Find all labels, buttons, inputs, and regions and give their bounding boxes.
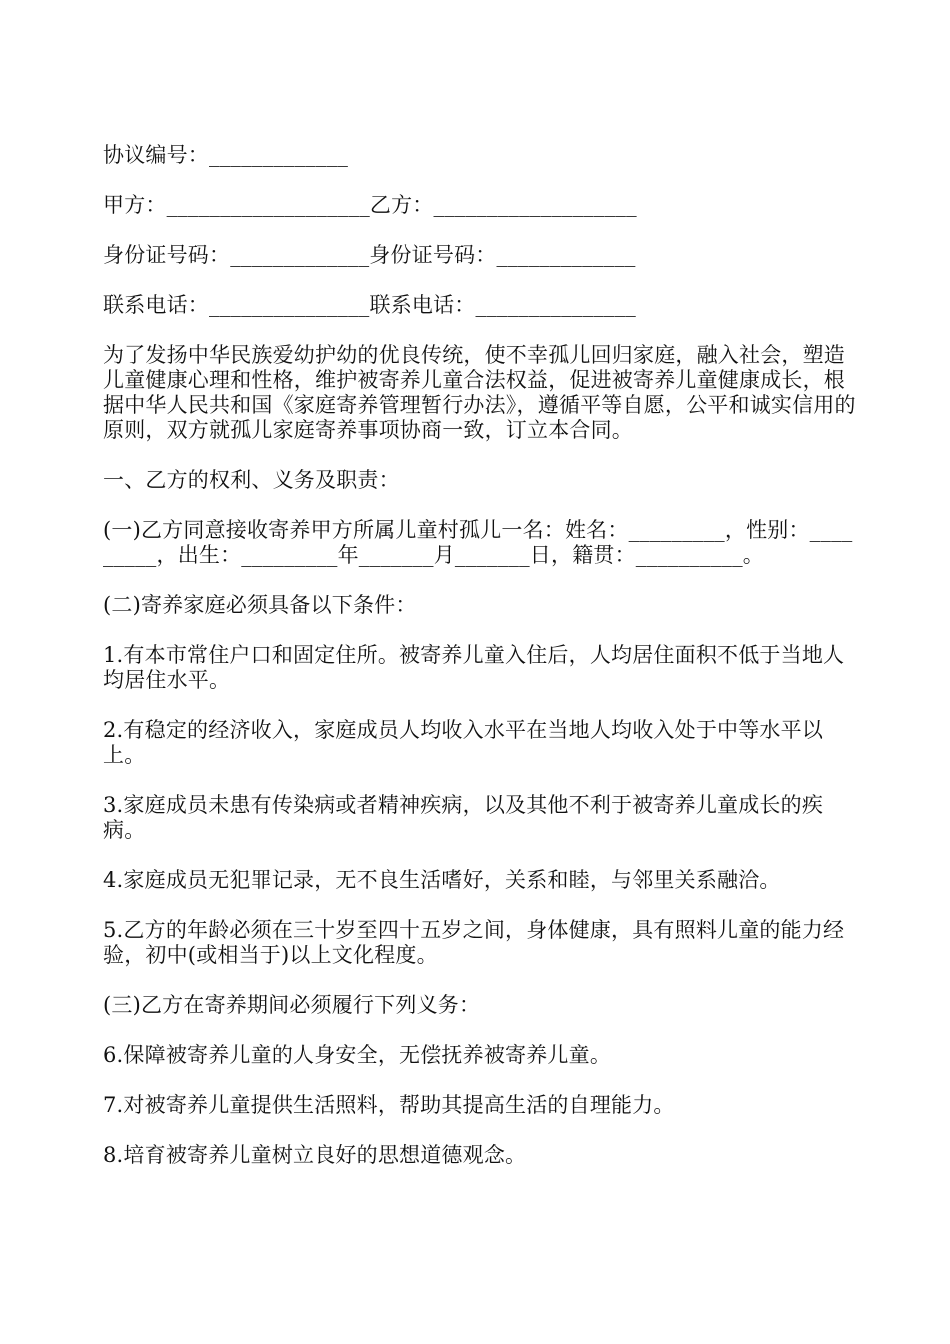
agreement-number-field: 协议编号：_____________ [103,143,349,167]
duty-item: 8.培育被寄养儿童树立良好的思想道德观念。 [103,1143,527,1167]
condition-item: 5.乙方的年龄必须在三十岁至四十五岁之间，身体健康，具有照料儿童的能力经验，初中(或相当于)以上文化程度。 [103,918,845,967]
condition-item: 4.家庭成员无犯罪记录，无不良生活嗜好，关系和睦，与邻里关系融洽。 [103,868,781,892]
phone-field: 联系电话：_______________联系电话：_______________ [103,293,636,317]
duty-item: 7.对被寄养儿童提供生活照料，帮助其提高生活的自理能力。 [103,1093,675,1117]
parties-field: 甲方：___________________乙方：___________________ [103,193,637,217]
clause-three-heading: (三)乙方在寄养期间必须履行下列义务： [103,993,481,1017]
clause-two-heading: (二)寄养家庭必须具备以下条件： [103,593,417,617]
document-page [103,143,863,1193]
clause-one-paragraph: (一)乙方同意接收寄养甲方所属儿童村孤儿一名：姓名：_________，性别：_________，出生：_________年_______月_______日，籍贯：__________。 [103,518,853,567]
condition-item: 1.有本市常住户口和固定住所。被寄养儿童入住后，人均居住面积不低于当地人均居住水平。 [103,643,845,692]
condition-item: 2.有稳定的经济收入，家庭成员人均收入水平在当地人均收入处于中等水平以上。 [103,718,824,767]
condition-item: 3.家庭成员未患有传染病或者精神疾病，以及其他不利于被寄养儿童成长的疾病。 [103,793,824,842]
section-one-heading: 一、乙方的权利、义务及职责： [103,468,400,492]
duty-item: 6.保障被寄养儿童的人身安全，无偿抚养被寄养儿童。 [103,1043,612,1067]
preamble-paragraph: 为了发扬中华民族爱幼护幼的优良传统，使不幸孤儿回归家庭，融入社会，塑造儿童健康心理和性格，维护被寄养儿童合法权益，促进被寄养儿童健康成长，根据中华人民共和国《家庭寄养管理暂行办法》，遵循平等自愿，公平和诚实信用的原则，双方就孤儿家庭寄养事项协商一致，订立本合同。 [103,343,856,442]
id-number-field: 身份证号码：_____________身份证号码：_____________ [103,243,636,267]
